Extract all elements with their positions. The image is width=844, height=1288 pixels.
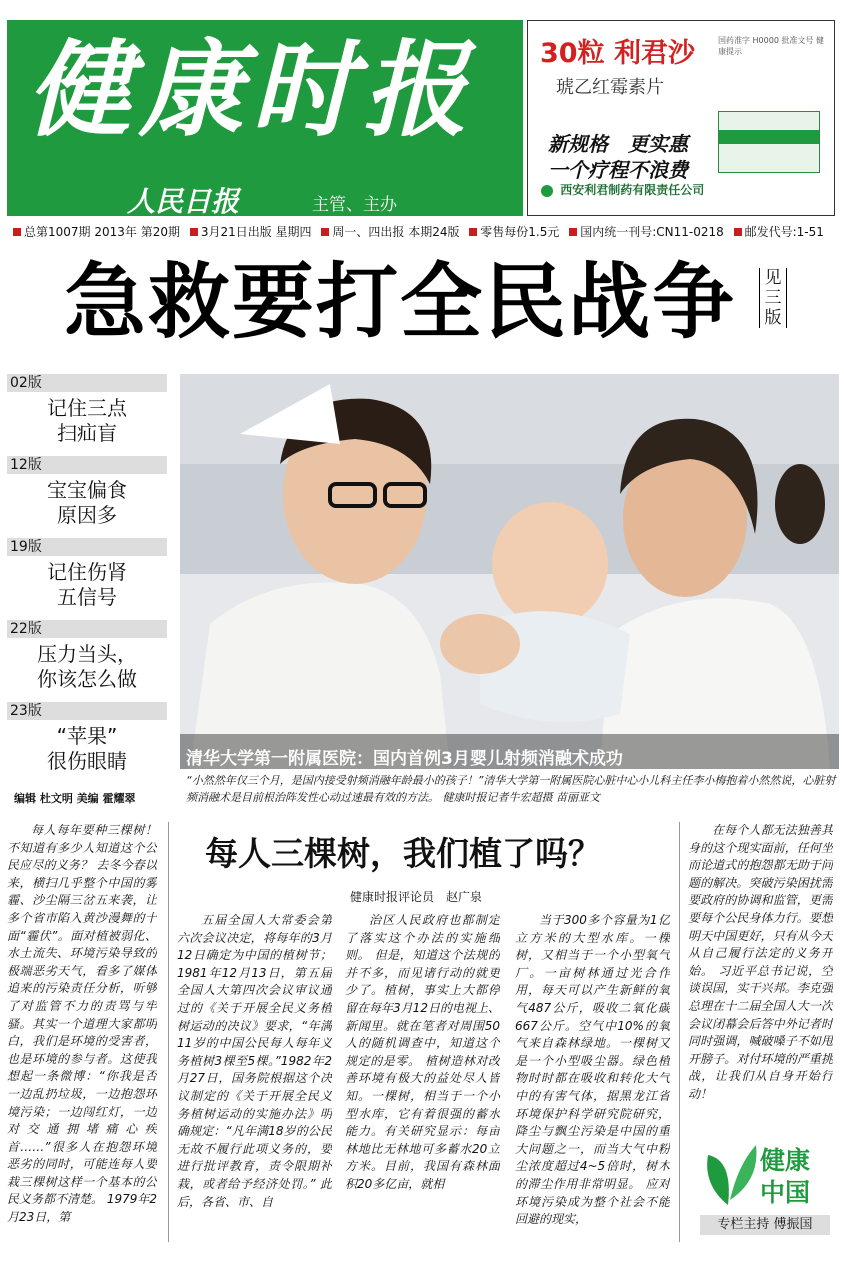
index-title: 记住三点 扫疝盲: [47, 396, 127, 445]
index-title: “苹果” 很伤眼睛: [47, 724, 127, 773]
ad-company: [538, 181, 704, 198]
publisher-name: 人民日报: [127, 185, 240, 218]
column-divider: [679, 822, 680, 1242]
ad-fine-print: 国药准字 H0000 批准文号 健康提示: [718, 36, 825, 56]
bullet-icon: [190, 228, 198, 236]
article-byline: 健康时报评论员 赵广泉: [350, 890, 483, 904]
masthead: [7, 20, 523, 216]
retail-price: 零售每份1.5元: [480, 225, 560, 239]
ad-slogan-line-2: 一个疗程不浪费: [548, 158, 688, 182]
index-entry[interactable]: [7, 620, 167, 702]
bullet-icon: [321, 228, 329, 236]
editor-credits: 编辑 杜文明 美编 霍耀翠: [14, 792, 136, 805]
index-page-number: 02版: [7, 374, 167, 392]
index-title: 记住伤肾 五信号: [47, 560, 127, 609]
ad-slogan: [548, 131, 688, 183]
headline-page-reference: 见三版: [759, 268, 787, 328]
article-column-5: 在每个人都无法独善其身的这个现实面前，任何坐而论道式的抱怨都无助于问题的解决。突破污染困扰需要政府的协调和监管，更需要每个公民身体力行。要想明天中国更好，只有从今天从自己履行法定的义务开始。 习近平总书记说，空谈误国，实干兴邦。李克强总理在十二届全国人大一次会议闭幕会后答中外记者时同时强调，喊破嗓子不如甩开膀子。对付环境的严重挑战，让我们从自身开始行动！: [688, 823, 833, 1101]
column-logo-text: [760, 1145, 810, 1209]
bullet-icon: [469, 228, 477, 236]
photo-description: “小然然年仅三个月，是国内接受射频消融年龄最小的孩子！”清华大学第一附属医院心脏中心小儿科主任李小梅抱着小然然说，心脏射频消融术是目前根治阵发性心动过速最有效的方法。 健康时报记者牛宏超摄 苗丽亚文: [186, 774, 836, 804]
index-page-number: 12版: [7, 456, 167, 474]
index-page-number: 23版: [7, 702, 167, 720]
article-column-3: 治区人民政府也都制定了落实这个办法的实施细则。 但是，知道这个法规的并不多，而见诸行动的就更少了。植树，事实上大都停留在每年3月12日的电视上、新闻里。就在笔者对周围50人的随机调查中，知道这个规定的是零。 植树造林对改善环境有极大的益处尽人皆知。一棵树，相当于一个小型水库，它有着很强的蓄水能力。有关研究显示：每亩林地比无林地可多蓄水20立方米。目前，我国有森林面积20多亿亩，就相: [345, 913, 500, 1191]
ad-headline: 30粒 利君沙: [540, 38, 695, 69]
nurses-holding-baby-image: [180, 374, 839, 769]
article-column-4: 当于300多个容量为1亿立方米的大型水库。一棵树，又相当于一个小型氧气厂。一亩树林通过光合作用，每天可以产生新鲜的氧气487公斤，吸收二氧化碳667公斤。空气中10%的氧气来自森林绿地。一棵树又是一个小型吸尘器。绿色植物时时都在吸收和转化大气中的有害气体，据黑龙江省环境保护科学研究院研究，降尘与飘尘污染是中国的重大问题之一，而当大气中粉尘浓度超过4~5倍时，树木的滞尘作用非常明显。 应对环境污染成为整个社会不能回避的现实，: [515, 913, 670, 1227]
ad-slogan-line-1: 新规格 更实惠: [548, 132, 688, 156]
company-logo-icon: [538, 184, 556, 198]
index-entry[interactable]: [7, 538, 167, 620]
advertisement[interactable]: [527, 20, 835, 216]
ad-company-name: 西安利君制药有限责任公司: [560, 183, 705, 197]
newspaper-title: 健康时报: [27, 28, 476, 151]
index-title: 宝宝偏食 原因多: [47, 478, 127, 527]
index-entry[interactable]: [7, 702, 167, 784]
medicine-box-band: [719, 130, 819, 144]
medicine-box-image: [718, 111, 820, 173]
logo-line-2: 中国: [760, 1178, 811, 1207]
page-index: [7, 374, 167, 784]
article-title[interactable]: 每人三棵树，我们植了吗？: [205, 834, 601, 873]
issn-code: 国内统一刊号:CN11-0218: [580, 225, 724, 239]
bullet-icon: [734, 228, 742, 236]
article-column-2: 五届全国人大常委会第六次会议决定，将每年的3月12日确定为中国的植树节；1981年12月13日，第五届全国人大第四次会议审议通过的《关于开展全民义务植树运动的决议》要求，“年满11岁的中国公民每人每年义务植树3棵至5棵。”1982年2月27日，国务院根据这个决议制定的《关于开展全民义务植树运动的实施办法》明确规定：“凡年满18岁的公民无故不履行此项义务的，要进行批评教育，责令限期补栽，或者给予经济处罚。” 此后，各省、市、自: [177, 913, 332, 1209]
postal-code: 邮发代号:1-51: [744, 225, 824, 239]
publish-schedule: 周一、四出报 本期24版: [332, 225, 460, 239]
logo-line-1: 健康: [760, 1146, 811, 1175]
bullet-icon: [569, 228, 577, 236]
index-title: 压力当头， 你该怎么做: [37, 642, 137, 691]
index-entry[interactable]: [7, 374, 167, 456]
index-page-number: 19版: [7, 538, 167, 556]
article-column-1: 每人每年要种三棵树！不知道有多少人知道这个公民应尽的义务？ 去冬今春以来，横扫几乎整个中国的雾霾、沙尘隔三岔五来袭，让多个省市陷入黄沙漫舞的十面“霾伏”。面对植被弱化、水土流失、环境污染导致的极端恶劣天气，看多了媒体追来的污染责任分析，听够了对监管不力的责骂与牢骚。其实一个道理大家都明白，我们是环境的受害者，也是环境的参与者。这使我想起一条微博：“你我是否一边乱扔垃圾，一边抱怨环境污染；一边闯红灯，一边对交通拥堵痛心疾首……”很多人在抱怨环境恶劣的同时，可能连每人要栽三棵树这样一个基本的公民义务都不清楚。 1979年2月23日，第: [7, 823, 157, 1225]
index-page-number: 22版: [7, 620, 167, 638]
photo-caption[interactable]: 清华大学第一附属医院：国内首例3月婴儿射频消融术成功: [186, 749, 623, 769]
main-headline[interactable]: 急救要打全民战争: [64, 255, 737, 350]
issue-info-bar: [7, 222, 837, 242]
column-host: 专栏主持 傅振国: [700, 1215, 830, 1235]
issue-number: 总第1007期 2013年 第20期: [24, 225, 180, 239]
index-entry[interactable]: [7, 456, 167, 538]
leaf-logo-icon: [698, 1140, 758, 1210]
column-divider: [168, 822, 169, 1242]
bullet-icon: [13, 228, 21, 236]
publish-date: 3月21日出版 星期四: [200, 225, 312, 239]
sponsor-text: 主管、主办: [312, 195, 397, 215]
news-photo: [180, 374, 839, 769]
ad-product: 琥乙红霉素片: [556, 77, 664, 98]
